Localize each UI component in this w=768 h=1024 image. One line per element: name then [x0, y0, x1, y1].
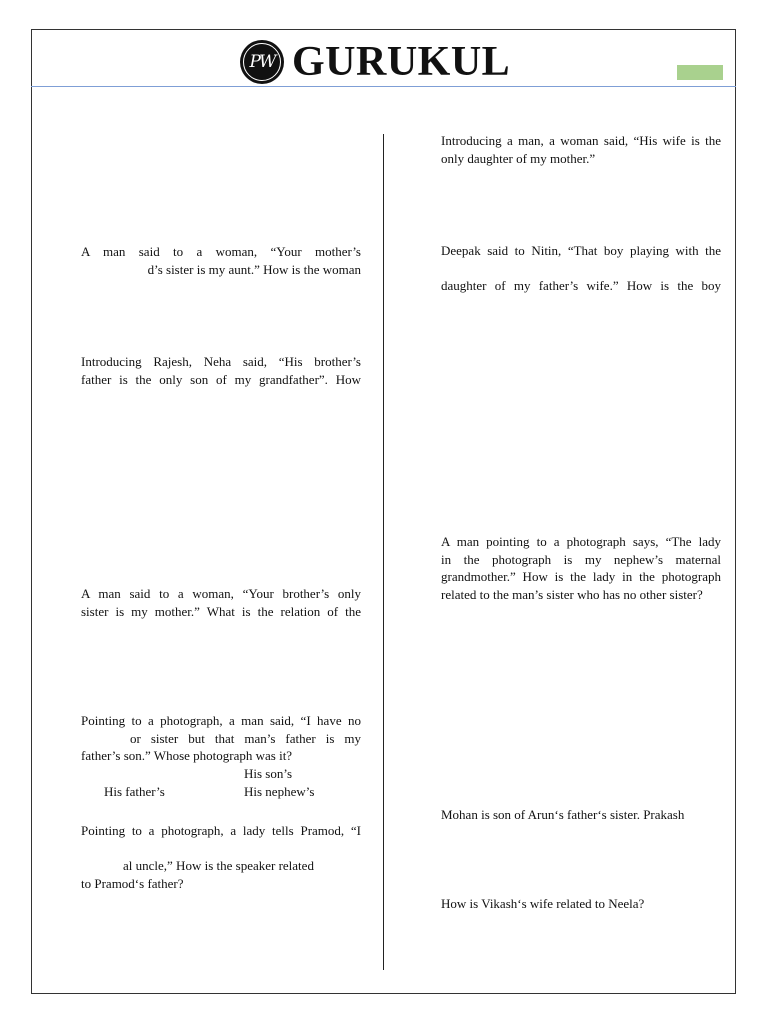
- right-question-3: [441, 533, 721, 603]
- left-question-3: [81, 585, 361, 620]
- right-question-5: How is Vikash‘s wife related to Neela?: [441, 896, 645, 911]
- right-question-4: Mohan is son of Arun‘s father‘s sister. Prakash: [441, 807, 685, 822]
- brand-name: GURUKUL: [292, 39, 511, 85]
- right-question-2-line-2: [441, 277, 721, 295]
- left-question-5-rest: [81, 857, 361, 892]
- question-line: A man said to a woman, “Your mother’s: [81, 244, 361, 259]
- question-line: A man pointing to a photograph says, “The lady: [441, 534, 721, 549]
- question-line: only daughter of my mother.”: [441, 150, 596, 166]
- question-line: al uncle,” How is the speaker related: [123, 858, 314, 873]
- question-line: Pointing to a photograph, a man said, “I have no: [81, 713, 361, 728]
- question-line: Introducing a man, a woman said, “His wife is the: [441, 133, 721, 148]
- pw-logo-icon: [240, 40, 284, 84]
- question-line: sister is my mother.” What is the relation of the: [81, 603, 361, 619]
- pw-logo-mark: PW: [243, 43, 281, 81]
- left-question-2: [81, 353, 361, 388]
- option-b: His son’s: [244, 766, 293, 781]
- brand-logo: [240, 40, 510, 84]
- question-line: related to the man’s sister who has no other sister?: [441, 586, 703, 602]
- question-line: to Pramod‘s father?: [81, 875, 184, 891]
- right-question-2-line-1: [441, 242, 721, 260]
- green-tag: [677, 65, 723, 80]
- left-question-4: [81, 712, 361, 765]
- question-line: Deepak said to Nitin, “That boy playing with the: [441, 243, 721, 258]
- question-line: Introducing Rajesh, Neha said, “His brother’s: [81, 354, 361, 369]
- option-d: His nephew’s: [244, 784, 315, 799]
- right-question-1: [441, 132, 721, 167]
- question-line: grandmother.” How is the lady in the photograph: [441, 569, 721, 584]
- question-line: d’s sister is my aunt.” How is the woman: [147, 261, 361, 277]
- header-rule: [31, 86, 736, 87]
- question-line: daughter of my father’s wife.” How is the boy: [441, 278, 721, 293]
- question-line: father’s son.” Whose photograph was it?: [81, 748, 293, 763]
- column-divider: [383, 134, 384, 970]
- question-line: in the photograph is my nephew’s maternal: [441, 551, 721, 567]
- left-question-5-line-1: [81, 822, 361, 840]
- left-question-1: [81, 243, 361, 278]
- question-line: father is the only son of my grandfather”. How: [81, 371, 361, 387]
- question-line: Pointing to a photograph, a lady tells Pramod, “I: [81, 823, 361, 838]
- question-line: A man said to a woman, “Your brother’s only: [81, 586, 361, 601]
- option-c: His father’s: [104, 784, 165, 799]
- question-line: or sister but that man’s father is my: [130, 730, 361, 746]
